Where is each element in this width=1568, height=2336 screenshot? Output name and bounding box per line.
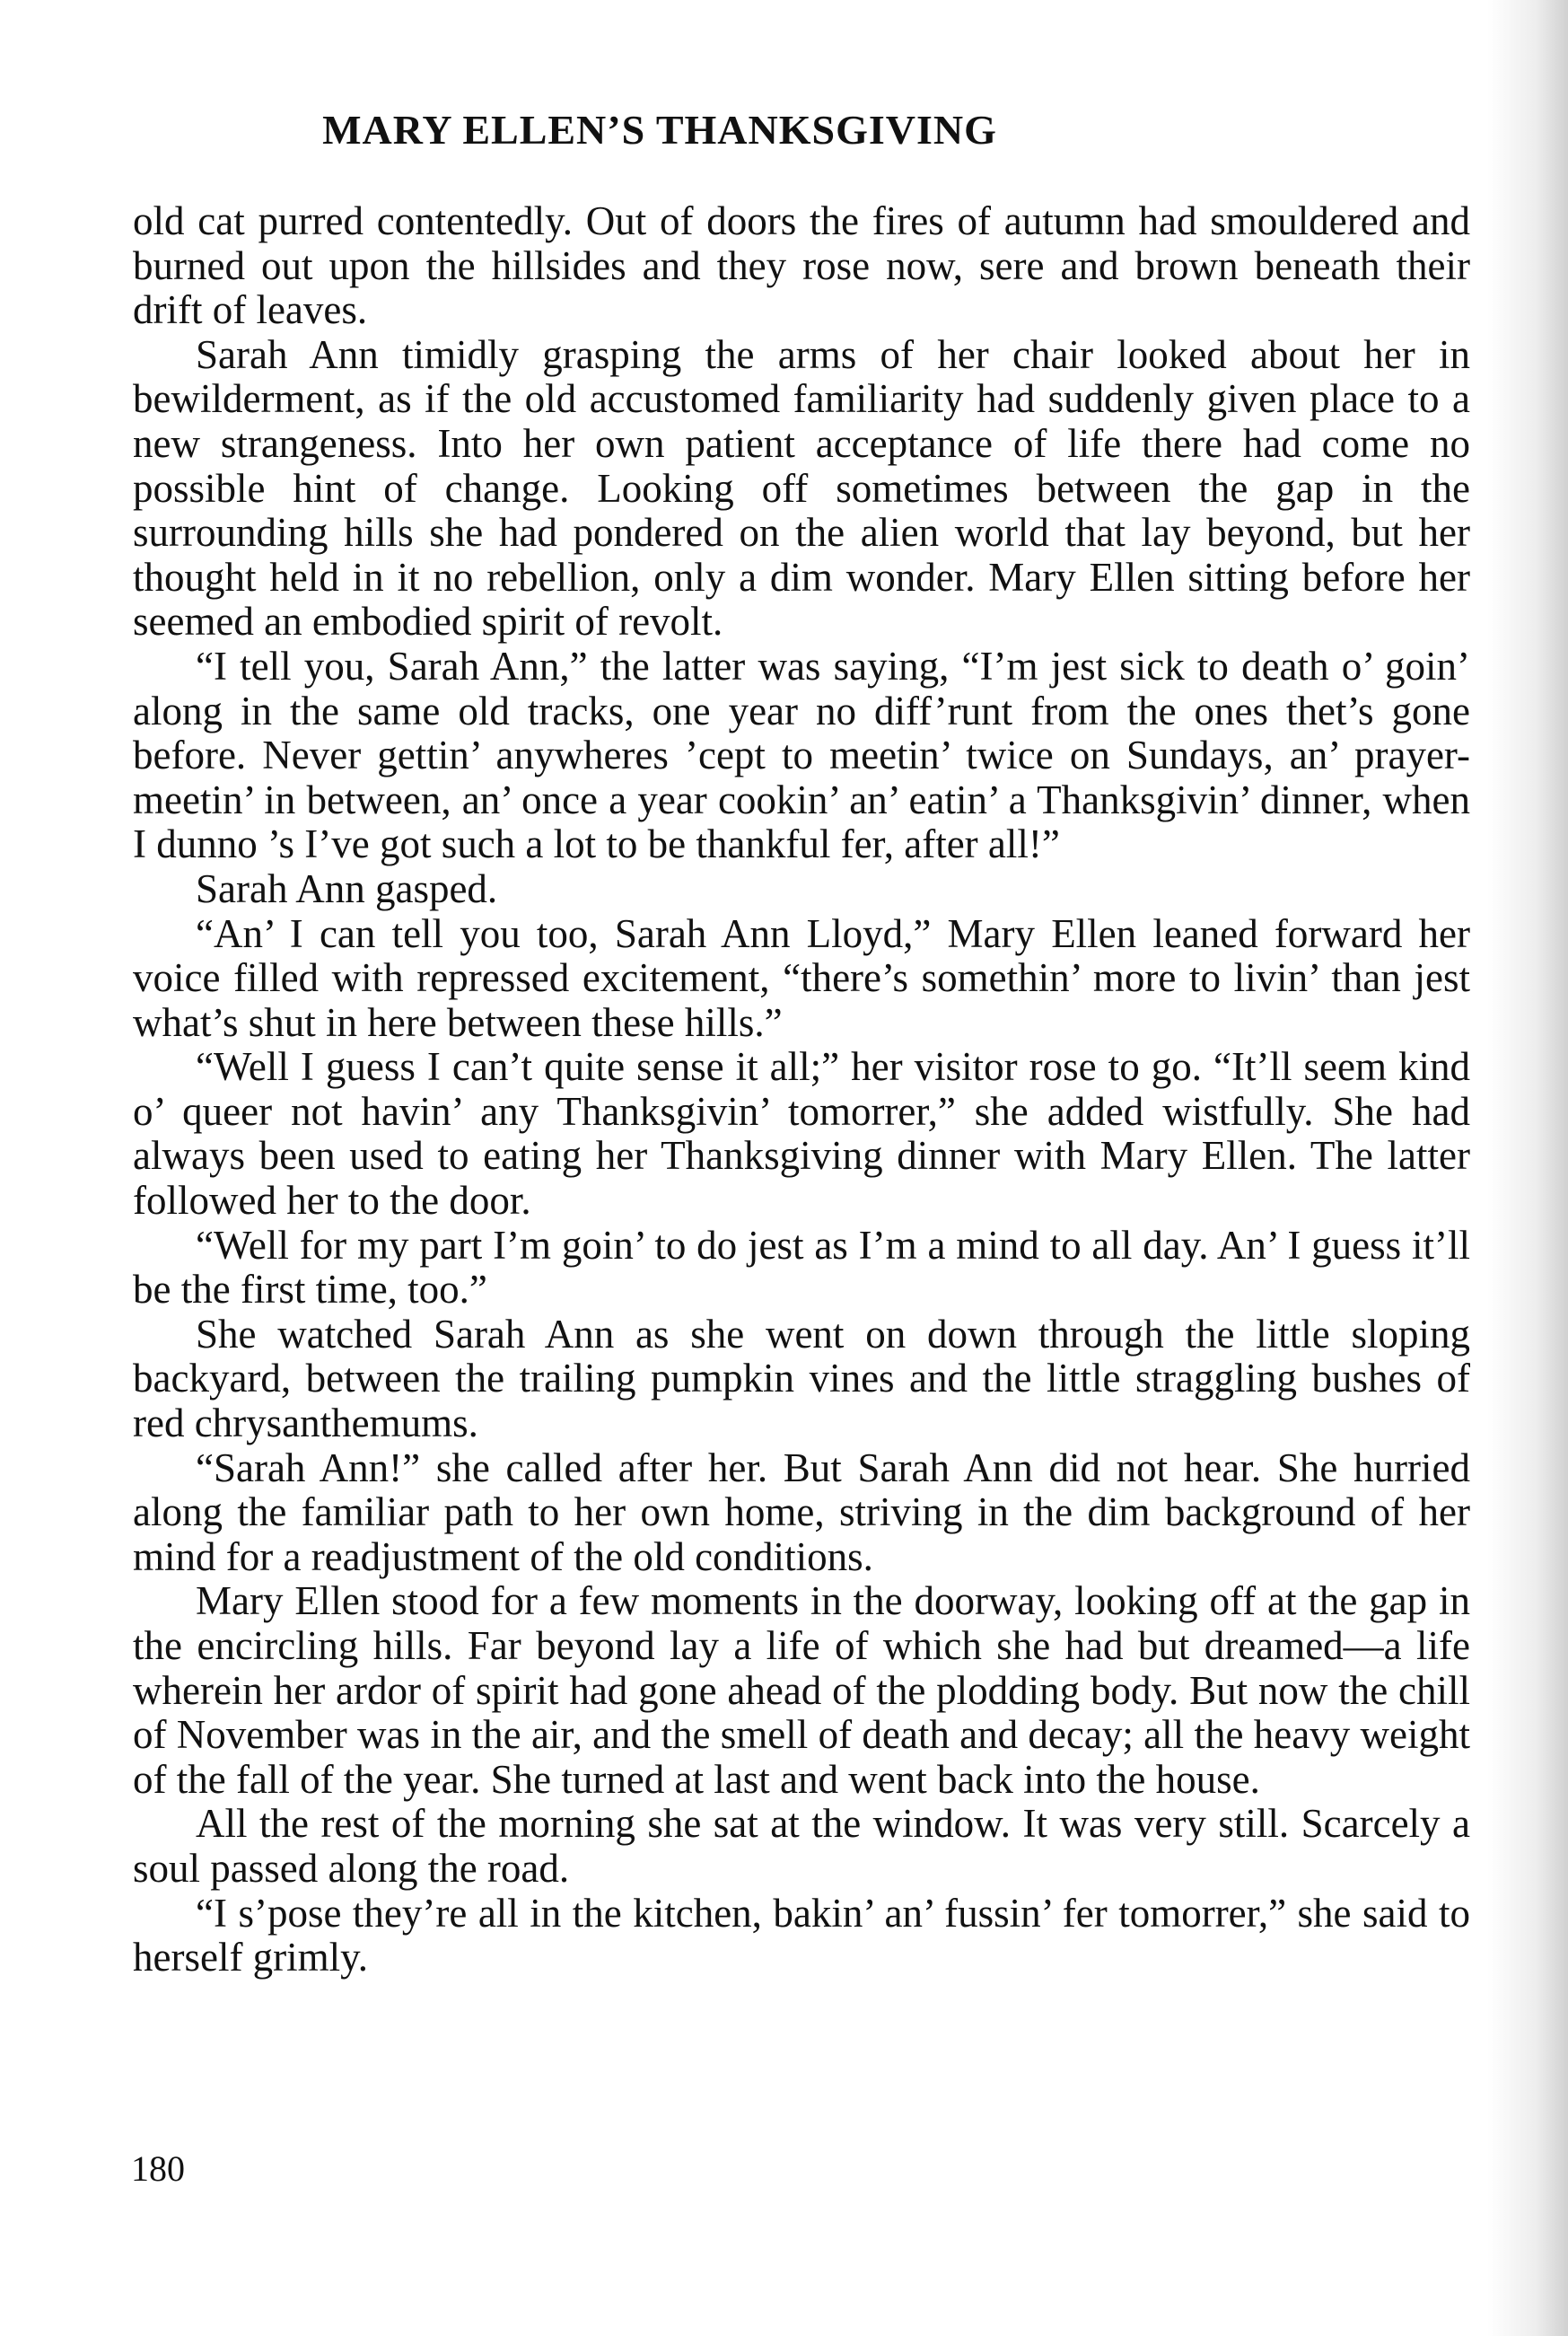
page-edge-shadow [1487, 0, 1568, 2336]
paragraph: Mary Ellen stood for a few moments in the doorway, looking off at the gap in the encircling hills. Far beyond lay a life of which she had but dreamed—a life wherein her ardor of spirit had gone ahead of the plodding body. But now the chill of November was in the air, and the smell of death and decay; all the heavy weight of the fall of the year. She turned at last and went back into the house. [133, 1578, 1470, 1802]
paragraph: “I s’pose they’re all in the kitchen, bakin’ an’ fussin’ fer tomorrer,” she said to herself grimly. [133, 1890, 1470, 1980]
paragraph: All the rest of the morning she sat at the window. It was very still. Scarcely a soul passed along the road. [133, 1801, 1470, 1891]
paragraph: “I tell you, Sarah Ann,” the latter was saying, “I’m jest sick to death o’ goin’ along in the same old tracks, one year no diff’runt from the ones thet’s gone before. Never gettin’ anywheres ’cept to meetin’ twice on Sundays, an’ prayer-meetin’ in between, an’ once a year cookin’ an’ eatin’ a Thanksgivin’ dinner, when I dunno ’s I’ve got such a lot to be thankful fer, after all!” [133, 643, 1470, 867]
body-text [133, 199, 1470, 1980]
page-number: 180 [131, 2148, 185, 2189]
paragraph: old cat purred contentedly. Out of doors the fires of autumn had smouldered and burned out upon the hillsides and they rose now, sere and brown beneath their drift of leaves. [133, 198, 1470, 333]
paragraph: “Well I guess I can’t quite sense it all;” her visitor rose to go. “It’ll seem kind o’ queer not havin’ any Thanksgivin’ tomorrer,” she added wistfully. She had always been used to eating her Thanksgiving dinner with Mary Ellen. The latter followed her to the door. [133, 1044, 1470, 1224]
paragraph: “An’ I can tell you too, Sarah Ann Lloyd,” Mary Ellen leaned forward her voice filled with repressed excitement, “there’s somethin’ more to livin’ than jest what’s shut in here between these hills.” [133, 910, 1470, 1045]
paragraph: “Well for my part I’m goin’ to do jest as I’m a mind to all day. An’ I guess it’ll be the first time, too.” [133, 1222, 1470, 1313]
running-head: MARY ELLEN’S THANKSGIVING [322, 107, 997, 153]
paragraph: She watched Sarah Ann as she went on down through the little sloping backyard, between the trailing pumpkin vines and the little straggling bushes of red chrysanthemums. [133, 1311, 1470, 1446]
paragraph: Sarah Ann timidly grasping the arms of her chair looked about her in bewilderment, as if the old accustomed familiarity had suddenly given place to a new strangeness. Into her own patient acceptance of life there had come no possible hint of change. Looking off sometimes between the gap in the surrounding hills she had pondered on the alien world that lay beyond, but her thought held in it no rebellion, only a dim wonder. Mary Ellen sitting before her seemed an embodied spirit of revolt. [133, 331, 1470, 645]
paragraph: Sarah Ann gasped. [196, 865, 498, 911]
paragraph: “Sarah Ann!” she called after her. But Sarah Ann did not hear. She hurried along the familiar path to her own home, striving in the dim background of her mind for a readjustment of the old conditions. [133, 1445, 1470, 1579]
